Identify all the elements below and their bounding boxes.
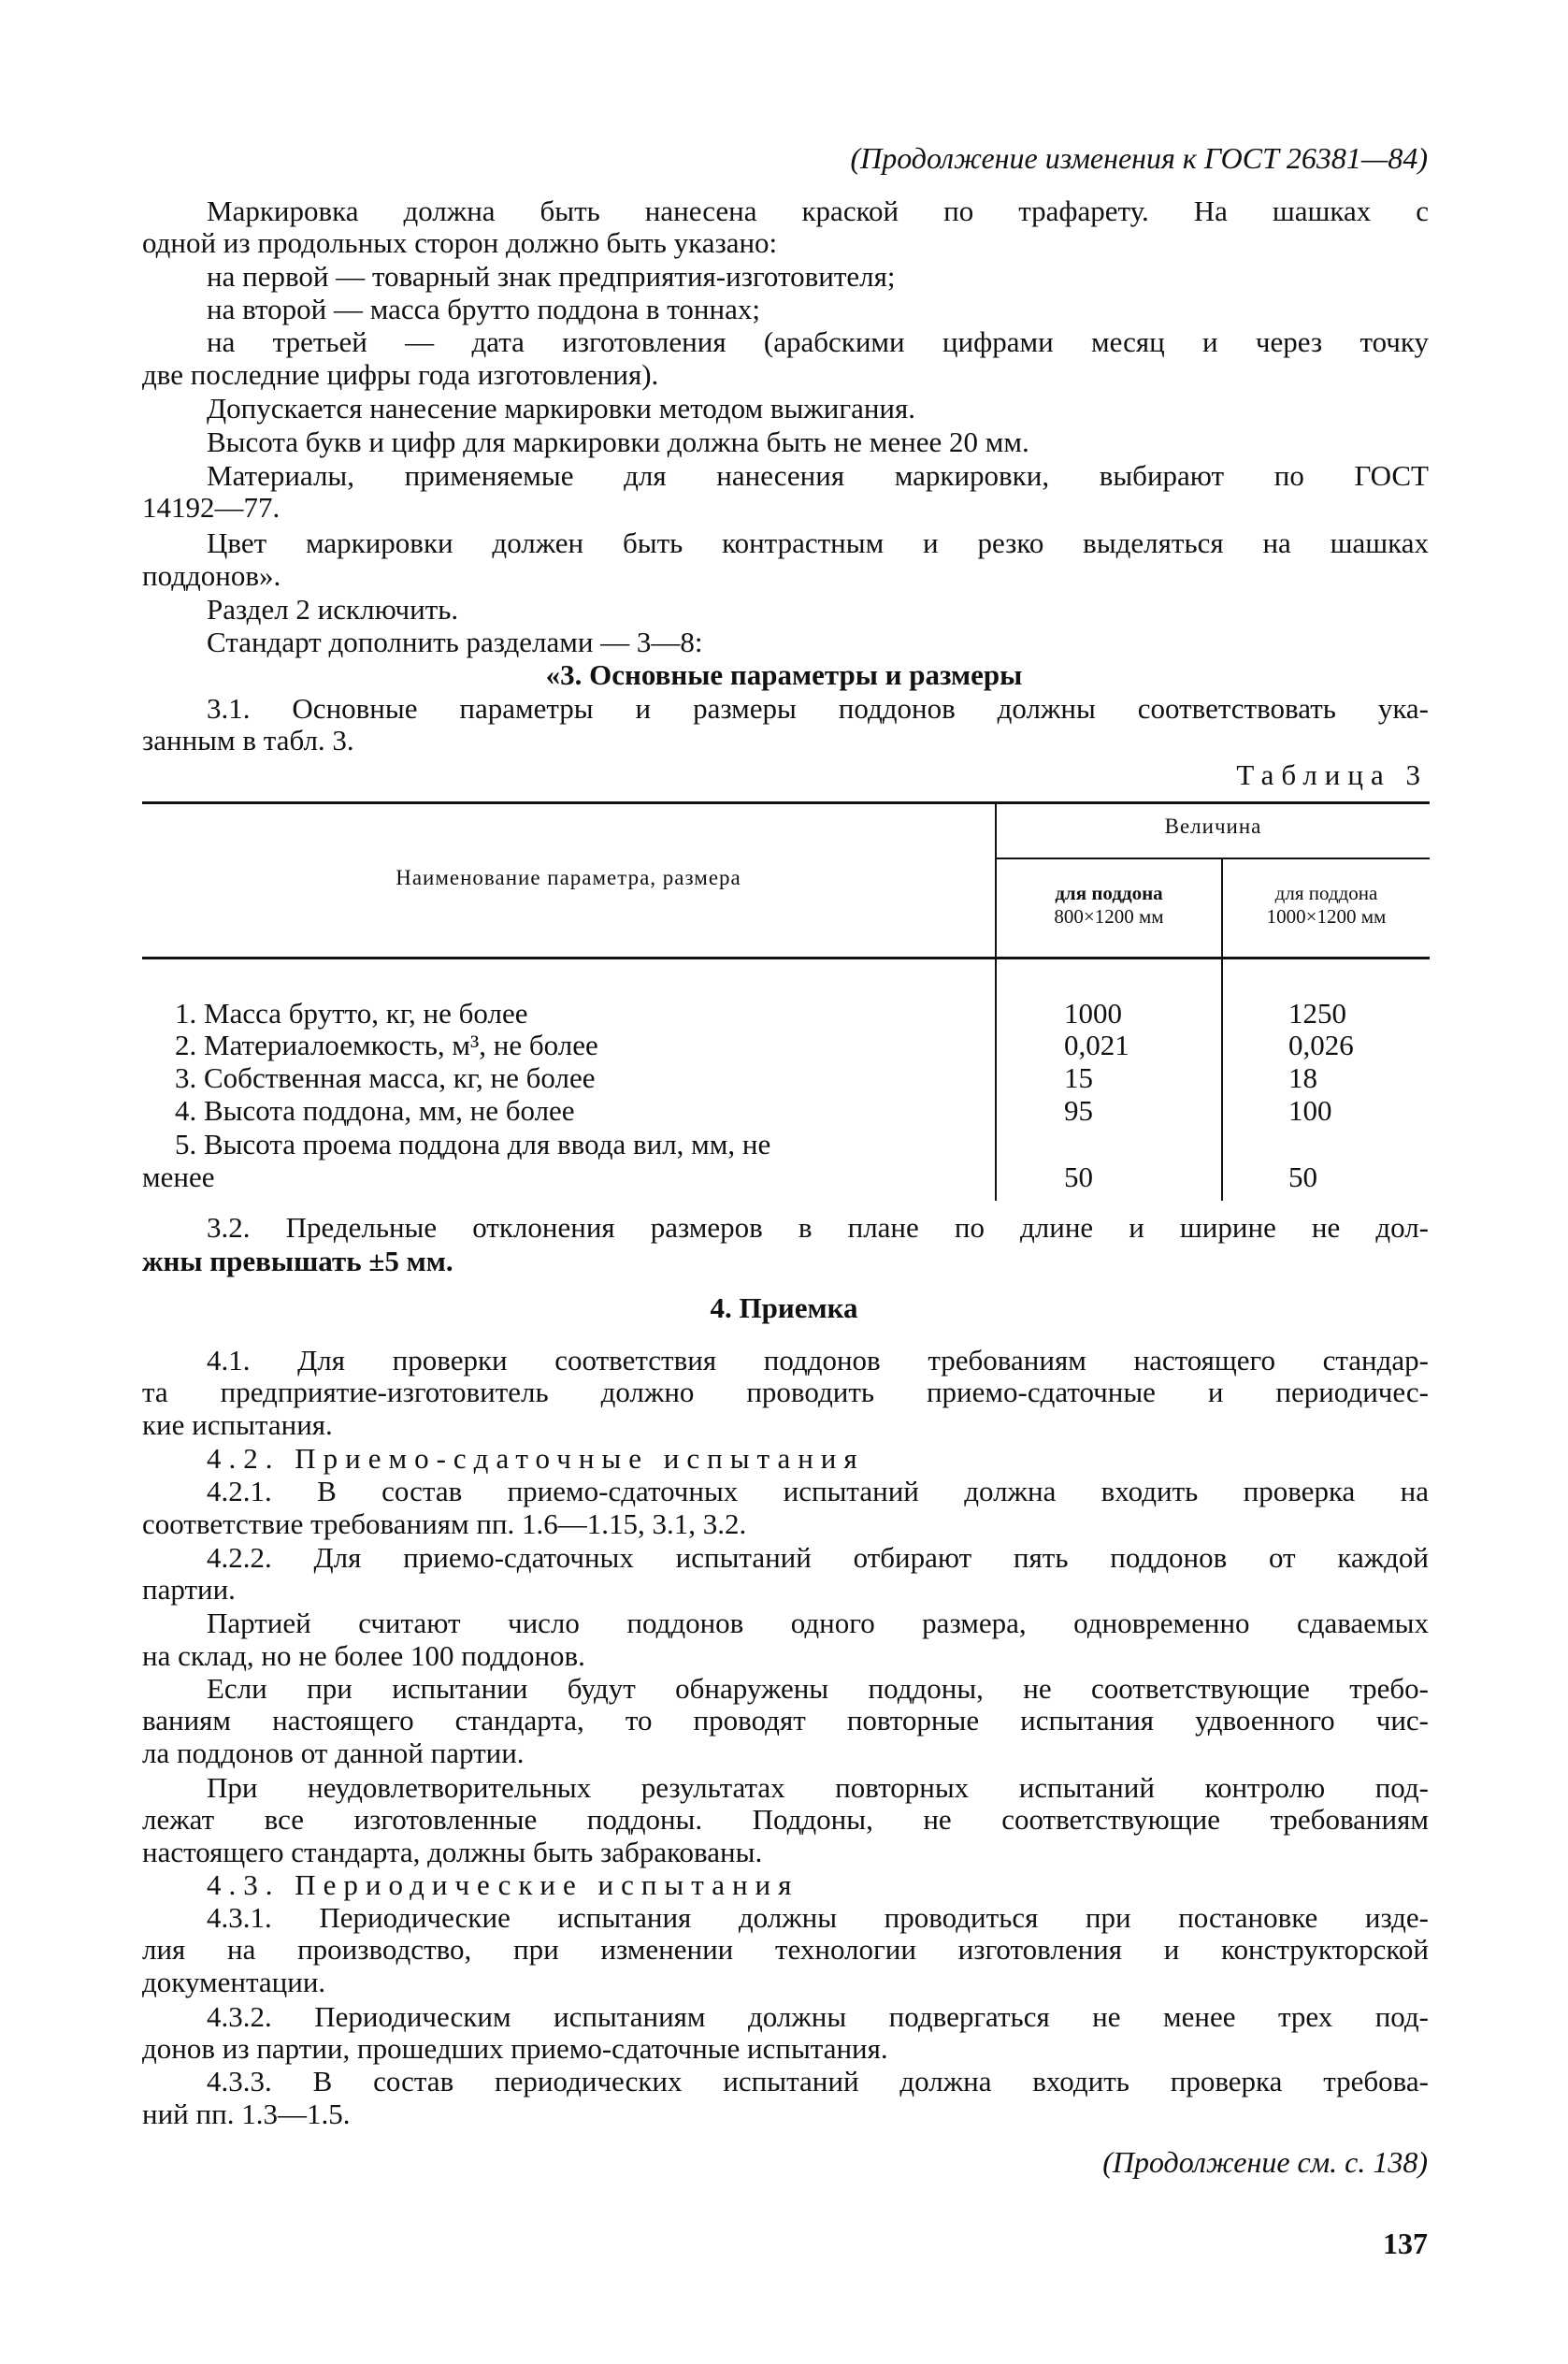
subsection-title: 4.2. Приемо-сдаточные испытания [207, 1442, 865, 1475]
paragraph-line: на первой — товарный знак предприятия-изготовителя; [207, 260, 896, 293]
paragraph-line: две последние цифры года изготовления). [142, 358, 659, 391]
table-row-value: 18 [1288, 1061, 1317, 1094]
paragraph-line: 4.3.3. В состав периодических испытаний должна входить проверка требова- [207, 2065, 1429, 2097]
paragraph-line: Раздел 2 исключить. [207, 593, 459, 626]
table-subheader-rule [995, 858, 1430, 859]
paragraph-line: 4.3.1. Периодические испытания должны проводиться при постановке изде- [207, 1901, 1429, 1934]
table-header-param: Наименование параметра, размера [396, 866, 741, 889]
paragraph-line: 4.3.2. Периодическим испытаниям должны подвергаться не менее трех под- [207, 2000, 1429, 2033]
section-title: «3. Основные параметры и размеры [545, 658, 1023, 691]
table-header-rule [142, 957, 1430, 959]
paragraph-line: документации. [142, 1966, 326, 1998]
table-row-value: 50 [1288, 1160, 1317, 1193]
paragraph-line: одной из продольных сторон должно быть указано: [142, 226, 778, 259]
paragraph-line: лежат все изготовленные поддоны. Поддоны, не соответствующие требованиям [142, 1803, 1429, 1836]
header-continuation: (Продолжение изменения к ГОСТ 26381—84) [850, 141, 1428, 175]
paragraph-line: партии. [142, 1573, 236, 1606]
table-col-header: для поддона [1274, 882, 1378, 904]
paragraph-line: Если при испытании будут обнаружены поддоны, не соответствующие требо- [207, 1672, 1429, 1705]
paragraph-line: Допускается нанесение маркировки методом выжигания. [207, 392, 916, 425]
table-row-name: 5. Высота проема поддона для ввода вил, мм, не [175, 1128, 771, 1160]
section-title: 4. Приемка [710, 1291, 858, 1324]
table-row-value: 15 [1064, 1061, 1093, 1094]
paragraph-line: Высота букв и цифр для маркировки должна быть не менее 20 мм. [207, 425, 1029, 458]
table-row-value: 0,021 [1064, 1029, 1129, 1061]
table-row-value: 0,026 [1288, 1029, 1354, 1061]
table-col-header: 1000×1200 мм [1266, 905, 1387, 928]
table-caption: Таблица 3 [1236, 758, 1428, 791]
table-row-name: 2. Материалоемкость, м³, не более [175, 1029, 598, 1061]
table-row-name: 1. Масса брутто, кг, не более [175, 997, 528, 1030]
paragraph-line: 3.2. Предельные отклонения размеров в плане по длине и ширине не дол- [207, 1211, 1429, 1244]
paragraph-line: ваниям настоящего стандарта, то проводят повторные испытания удвоенного чис- [142, 1704, 1429, 1737]
paragraph-line: Маркировка должна быть нанесена краской по трафарету. На шашках с [207, 195, 1429, 227]
paragraph-line: на склад, но не более 100 поддонов. [142, 1639, 585, 1672]
paragraph-line: на третьей — дата изготовления (арабскими цифрами месяц и через точку [207, 325, 1429, 358]
paragraph-line: ний пп. 1.3—1.5. [142, 2097, 351, 2130]
paragraph-line: донов из партии, прошедших приемо-сдаточные испытания. [142, 2032, 888, 2065]
table-row-value: 1000 [1064, 997, 1122, 1030]
table-row-name: менее [142, 1160, 215, 1193]
table-row-value: 95 [1064, 1094, 1093, 1127]
paragraph-line: 3.1. Основные параметры и размеры поддонов должны соответствовать ука- [207, 692, 1429, 725]
paragraph-line: Стандарт дополнить разделами — 3—8: [207, 626, 703, 658]
paragraph-line: лия на производство, при изменении технологии изготовления и конструкторской [142, 1933, 1429, 1966]
paragraph-line: та предприятие-изготовитель должно проводить приемо-сдаточные и периодичес- [142, 1376, 1429, 1408]
paragraph-line: настоящего стандарта, должны быть забракованы. [142, 1836, 763, 1868]
table-row-name: 4. Высота поддона, мм, не более [175, 1094, 575, 1127]
subsection-title: 4.3. Периодические испытания [207, 1868, 799, 1901]
page-number: 137 [1383, 2227, 1428, 2260]
paragraph-line: 4.1. Для проверки соответствия поддонов требованиям настоящего стандар- [207, 1344, 1429, 1377]
paragraph-line: ла поддонов от данной партии. [142, 1737, 525, 1769]
paragraph-line: 14192—77. [142, 491, 281, 524]
table-column-divider [995, 804, 997, 1201]
paragraph-line: Материалы, применяемые для нанесения маркировки, выбирают по ГОСТ [207, 459, 1429, 492]
paragraph-line: 4.2.1. В состав приемо-сдаточных испытаний должна входить проверка на [207, 1475, 1429, 1507]
table-header-value: Величина [1164, 814, 1262, 838]
paragraph-line: соответствие требованиям пп. 1.6—1.15, 3.1, 3.2. [142, 1507, 747, 1540]
paragraph-line: Партией считают число поддонов одного размера, одновременно сдаваемых [207, 1607, 1429, 1639]
paragraph-line: на второй — масса брутто поддона в тоннах; [207, 293, 760, 325]
table-col-header: для поддона [1055, 882, 1163, 904]
paragraph-line: При неудовлетворительных результатах повторных испытаний контролю под- [207, 1771, 1429, 1804]
paragraph-line: занным в табл. 3. [142, 724, 354, 757]
paragraph-line: поддонов». [142, 559, 281, 592]
paragraph-line: кие испытания. [142, 1408, 333, 1441]
paragraph-line: 4.2.2. Для приемо-сдаточных испытаний отбирают пять поддонов от каждой [207, 1541, 1429, 1574]
paragraph-line: жны превышать ±5 мм. [142, 1245, 453, 1277]
footer-continuation: (Продолжение см. с. 138) [1102, 2145, 1428, 2179]
table-row-value: 100 [1288, 1094, 1332, 1127]
table-top-rule [142, 801, 1430, 804]
paragraph-line: Цвет маркировки должен быть контрастным и резко выделяться на шашках [207, 526, 1429, 559]
table-row-value: 50 [1064, 1160, 1093, 1193]
table-row-name: 3. Собственная масса, кг, не более [175, 1061, 596, 1094]
table-col-header: 800×1200 мм [1054, 905, 1164, 928]
table-row-value: 1250 [1288, 997, 1346, 1030]
